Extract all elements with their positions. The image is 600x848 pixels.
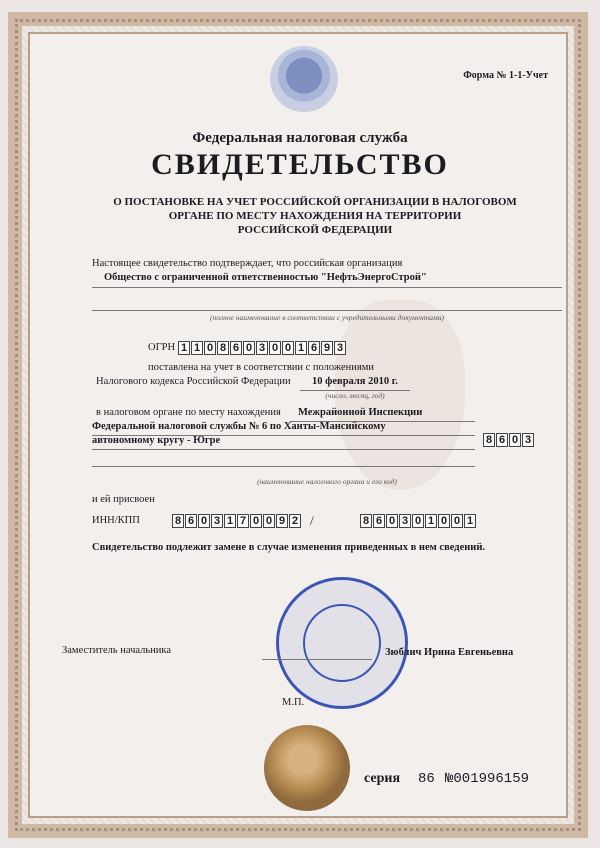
inn-digit: 8 [172,514,184,528]
office-code-digit: 6 [496,433,508,447]
org-hint: (полное наименование в соответствии с учредительными документами) [210,313,444,322]
replacement-note: Свидетельство подлежит замене в случае изменения приведенных в нем сведений. [92,542,486,553]
kpp-digit: 0 [412,514,424,528]
ogrn-digit: 0 [204,341,216,355]
registered-text: поставлена на учет в соответствии с положениями [148,362,374,373]
ogrn-digit: 9 [321,341,333,355]
inn-digit: 6 [185,514,197,528]
ogrn-digit: 1 [295,341,307,355]
ogrn-digit: 0 [282,341,294,355]
ogrn-digit: 3 [334,341,346,355]
ogrn-digit: 1 [191,341,203,355]
fns-emblem-icon [270,46,338,112]
series-number: 86 [418,771,435,787]
subtitle-line: О ПОСТАНОВКЕ НА УЧЕТ РОССИЙСКОЙ ОРГАНИЗАЦИИ В НАЛОГОВОМ [113,196,517,208]
office-code-digit: 3 [522,433,534,447]
kpp-digit: 1 [464,514,476,528]
inn-digit: 2 [289,514,301,528]
ogrn-digit: 6 [230,341,242,355]
serial-number: №001996159 [445,771,530,787]
ogrn-digit: 1 [178,341,190,355]
kpp-digit: 0 [386,514,398,528]
office-underline [92,449,475,450]
inn-digit: 1 [224,514,236,528]
organization-name: Общество с ограниченной ответственностью "НефтьЭнергоСтрой" [104,272,427,283]
office-code-cells [483,433,534,447]
tax-office-line: автономному кругу - Югре [92,435,221,446]
inn-kpp-slash: / [310,513,314,528]
ogrn-digit: 3 [256,341,268,355]
office-hint: (наименование налогового органа и его код) [257,477,397,486]
ogrn-digit: 0 [269,341,281,355]
inn-digit: 9 [276,514,288,528]
kpp-digit: 6 [373,514,385,528]
office-code-digit: 0 [509,433,521,447]
office-code-digit: 8 [483,433,495,447]
subtitle-line: ОРГАНЕ ПО МЕСТУ НАХОЖДЕНИЯ НА ТЕРРИТОРИИ [168,210,462,222]
kpp-digit: 8 [360,514,372,528]
signature-line [262,659,372,660]
tax-code-text: Налогового кодекса Российской Федерации [96,376,291,387]
signatory-name: Зюблич Ирина Евгеньевна [385,647,514,658]
confirms-text: Настоящее свидетельство подтверждает, что российская организация [92,258,403,269]
kpp-digit: 0 [451,514,463,528]
tax-office-line: Межрайонной Инспекции [298,407,423,418]
inn-digit: 7 [237,514,249,528]
subtitle-line: РОССИЙСКОЙ ФЕДЕРАЦИИ [237,224,393,236]
document-subtitle [110,195,520,237]
inn-digit: 0 [250,514,262,528]
inn-digit: 3 [211,514,223,528]
kpp-digit: 0 [438,514,450,528]
form-number: Форма № 1-1-Учет [463,70,548,81]
kpp-cells [360,514,476,528]
stamp-inner-ring [303,604,381,682]
inn-digit: 0 [198,514,210,528]
inn-digit: 0 [263,514,275,528]
inn-kpp-label: ИНН/КПП [92,515,140,526]
office-underline [92,466,475,467]
document-title: СВИДЕТЕЛЬСТВО [151,148,449,181]
registration-date: 10 февраля 2010 г. [312,376,398,387]
ogrn-digit: 8 [217,341,229,355]
ogrn-digit: 6 [308,341,320,355]
inn-cells [172,514,301,528]
kpp-digit: 1 [425,514,437,528]
date-hint: (число, месяц, год) [325,391,385,400]
kpp-digit: 3 [399,514,411,528]
gold-seal-icon [264,725,350,811]
series-label: серия [364,771,401,786]
official-stamp-icon [276,577,408,709]
agency-name: Федеральная налоговая служба [192,130,408,146]
ogrn-label: ОГРН [148,342,176,353]
deputy-label: Заместитель начальника [62,645,172,656]
org-underline [92,287,562,288]
seal-label: М.П. [282,697,305,708]
tax-office-intro: в налоговом органе по месту нахождения [96,407,281,418]
org-underline-2 [92,310,562,311]
ogrn-cells [178,341,346,355]
tax-office-line: Федеральной налоговой службы № 6 по Ханты-Мансийскому [92,421,386,432]
assigned-text: и ей присвоен [92,494,155,505]
ogrn-digit: 0 [243,341,255,355]
